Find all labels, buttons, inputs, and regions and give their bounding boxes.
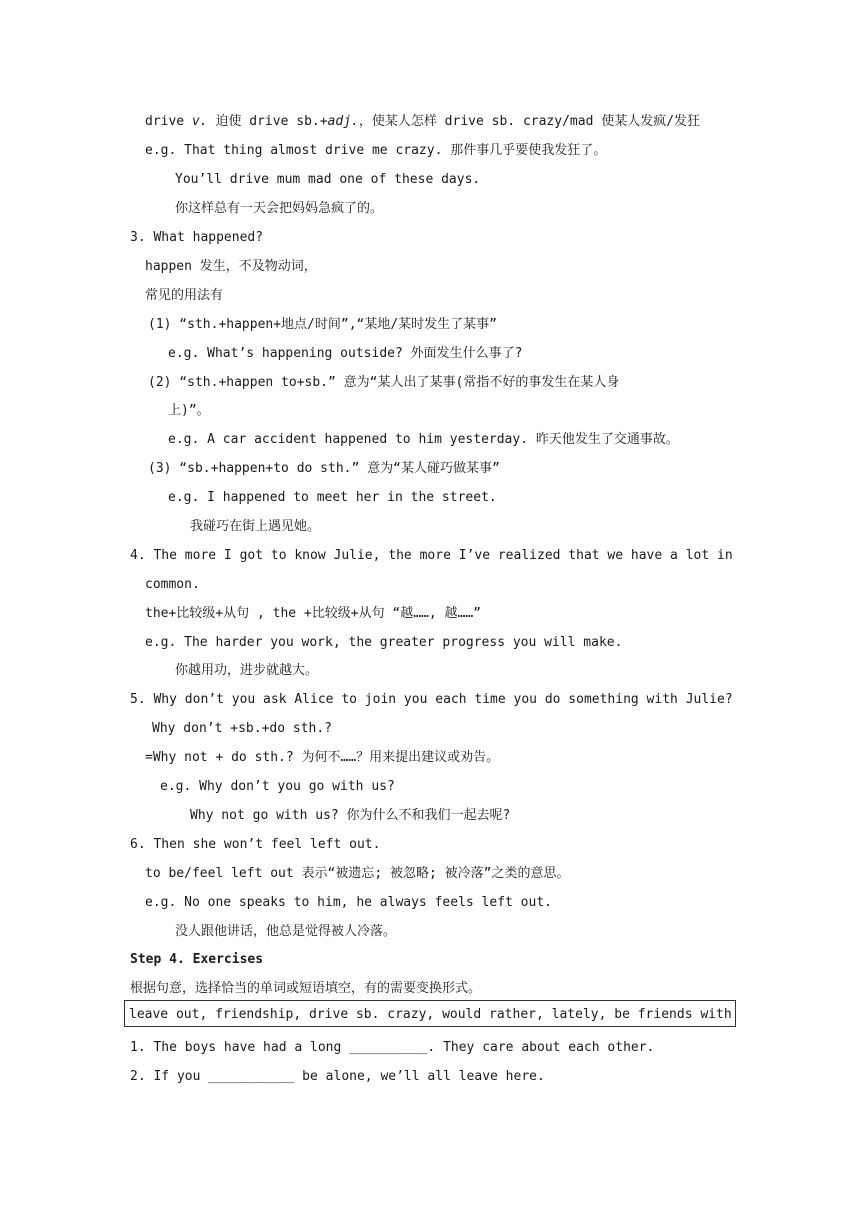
note-line: 常见的用法有 [145,288,224,303]
note-line: to be/feel left out 表示“被遗忘; 被忽略; 被冷落”之类的意思。 [145,866,570,881]
note-line: happen 发生，不及物动词， [145,259,317,274]
example-line: e.g. What’s happening outside? 外面发生什么事了? [168,346,523,361]
usage-line: (3) “sb.+happen+to do sth.” 意为“某人碰巧做某事” [148,461,500,476]
word-bank-text: leave out, friendship, drive sb. crazy, would rather, lately, be friends with [129,1007,732,1022]
example-line: e.g. No one speaks to him, he always feels left out. [145,895,552,910]
instruction-line: 根据句意，选择恰当的单词或短语填空，有的需要变换形式。 [130,981,482,996]
item-heading: common. [145,577,200,592]
item-heading: 5. Why don’t you ask Alice to join you each time you do something with Julie? [130,692,733,707]
usage-line: 上)”。 [168,403,210,418]
word-bank-box [124,1000,736,1027]
item-heading: 4. The more I got to know Julie, the more I’ve realized that we have a lot in [130,548,733,563]
usage-line: (2) “sth.+happen to+sb.” 意为“某人出了某事(常指不好的事发生在某人身 [148,375,620,390]
translation-line: 你越用功，进步就越大。 [175,663,319,678]
exercise-question: 1. The boys have had a long __________. They care about each other. [130,1040,655,1055]
section-heading: Step 4. Exercises [130,952,264,967]
exercise-question: 2. If you ___________ be alone, we’ll all leave here. [130,1069,545,1084]
example-line: e.g. That thing almost drive me crazy. 那件事几乎要使我发狂了。 [145,143,607,158]
note-line: =Why not + do sth.? 为何不……？用来提出建议或劝告。 [145,750,500,765]
example-line: e.g. A car accident happened to him yesterday. 昨天他发生了交通事故。 [168,432,679,447]
example-line: Why not go with us? 你为什么不和我们一起去呢? [190,808,511,823]
translation-line: 我碰巧在街上遇见她。 [190,519,321,534]
example-line: e.g. Why don’t you go with us? [160,779,395,794]
item-heading: 3. What happened? [130,230,264,245]
item-heading: 6. Then she won’t feel left out. [130,837,381,852]
translation-line: 没人跟他讲话，他总是觉得被人冷落。 [175,924,397,939]
example-line: You’ll drive mum mad one of these days. [175,172,481,187]
drive-definition-line: drive v. 迫使 drive sb.+adj.，使某人怎样 drive sb. crazy/mad 使某人发疯/发狂 [145,114,701,129]
usage-line: (1) “sth.+happen+地点/时间”,“某地/某时发生了某事” [148,317,498,332]
example-line: e.g. I happened to meet her in the street. [168,490,497,505]
example-line: e.g. The harder you work, the greater progress you will make. [145,635,623,650]
note-line: the+比较级+从句 , the +比较级+从句 “越……, 越……” [145,606,482,621]
note-line: Why don’t +sb.+do sth.? [152,721,333,736]
translation-line: 你这样总有一天会把妈妈急疯了的。 [175,201,384,216]
